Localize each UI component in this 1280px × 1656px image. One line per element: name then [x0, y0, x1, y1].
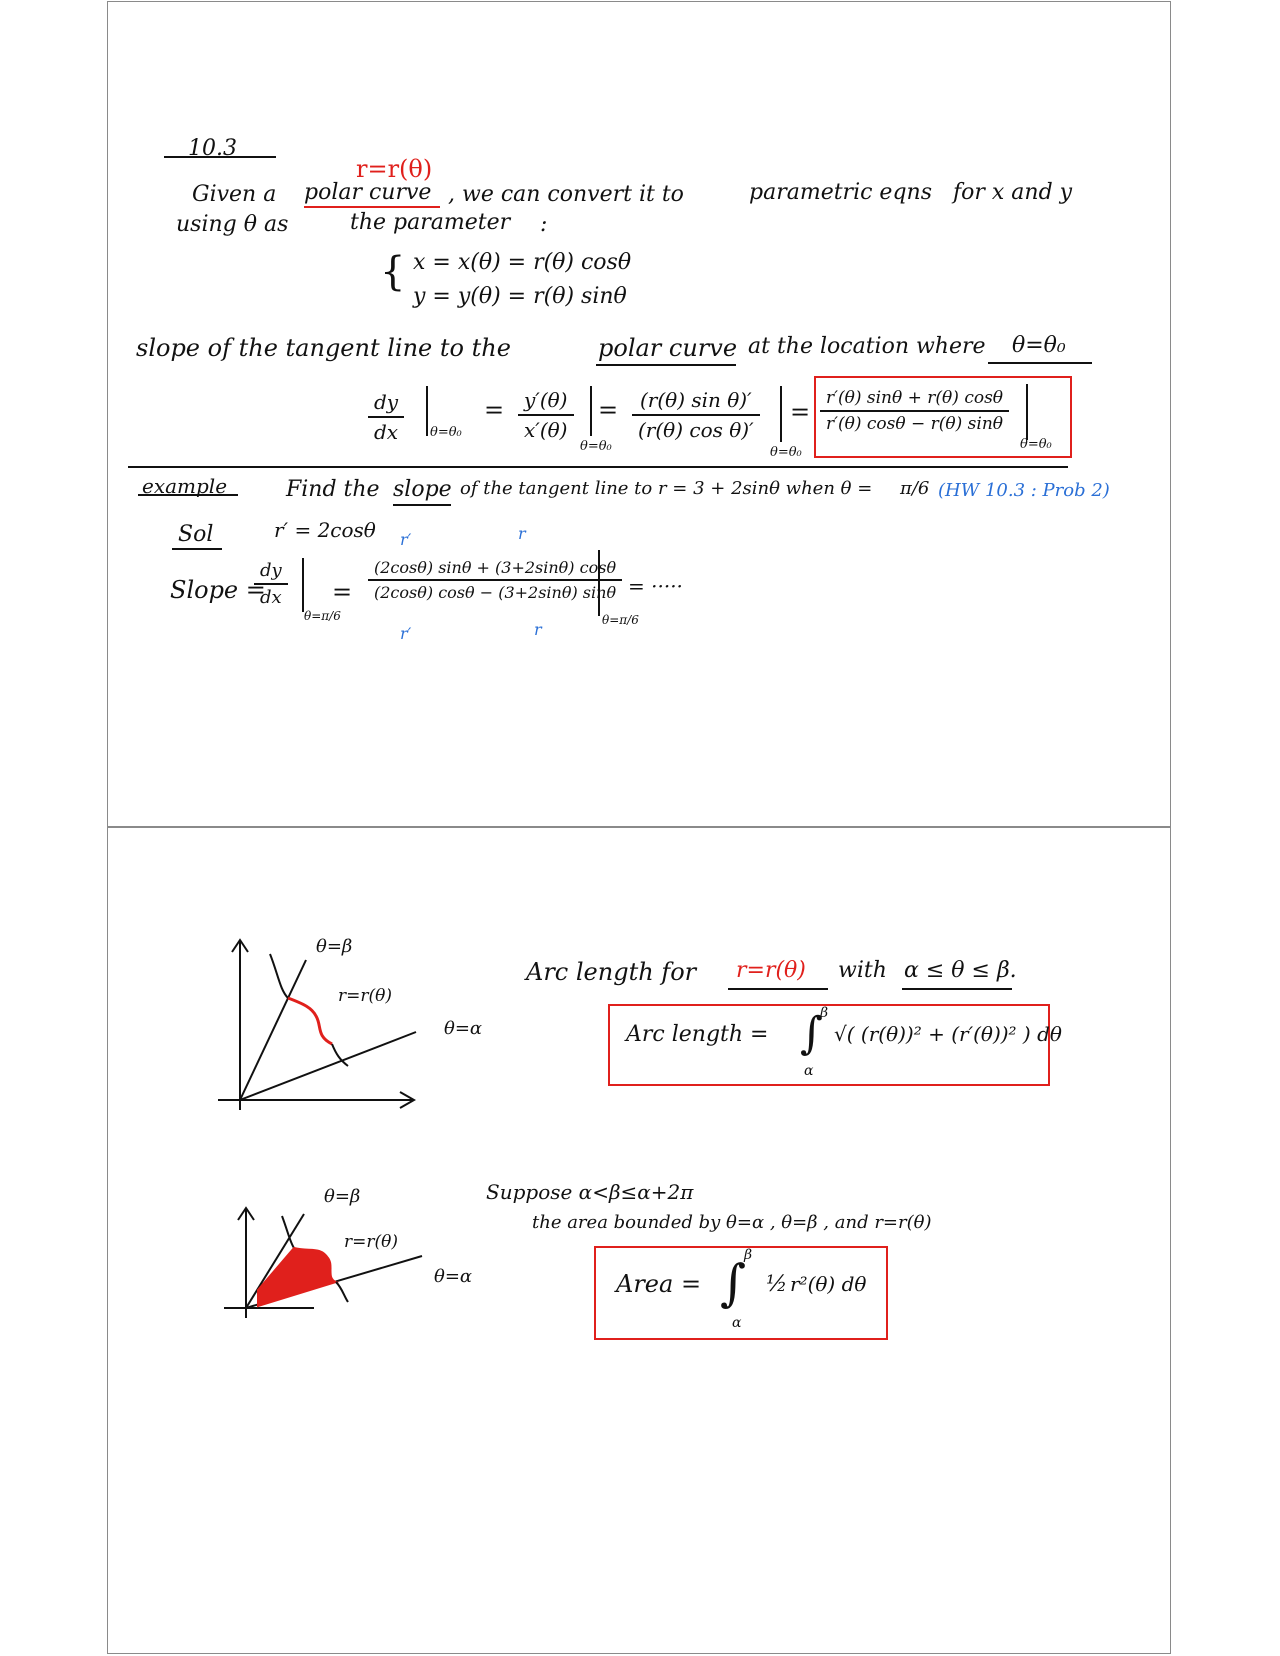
- area-integral-upper: β: [744, 1247, 753, 1263]
- deriv-boxed-sub: θ=θ₀: [1020, 437, 1052, 452]
- area-graph: [224, 1208, 444, 1388]
- deriv-eq1: =: [484, 396, 505, 424]
- area-integral-sign: ∫: [720, 1254, 747, 1312]
- arc-graph-alpha: θ=α: [444, 1018, 483, 1039]
- system-brace: {: [380, 249, 406, 295]
- deriv-eq2: =: [598, 396, 619, 424]
- arc-graph-beta: θ=β: [316, 936, 353, 957]
- solution-dydx-at: θ=π/6: [304, 609, 341, 623]
- deriv-lhs-sub: θ=θ₀: [430, 425, 462, 440]
- area-graph-alpha: θ=α: [434, 1266, 473, 1287]
- example-slope: slope: [393, 477, 452, 502]
- arc-integrand: √( (r(θ))² + (r′(θ))² ) dθ: [834, 1022, 1062, 1046]
- solution-fraction-bar: [598, 550, 600, 616]
- deriv-rsin: $\frac{\text{(r(θ) sin θ)′}}{\text{(r(θ) cos θ)′}}$: [632, 388, 760, 442]
- arc-formula-lhs: Arc length =: [626, 1022, 769, 1047]
- polar-curve-underline: [304, 206, 440, 208]
- solution-slope-word: Slope =: [170, 576, 266, 604]
- arc-title-a: Arc length for: [526, 958, 697, 986]
- area-half: ½: [766, 1272, 788, 1297]
- solution-label: Sol: [178, 522, 214, 547]
- solution-fraction: $\frac{(2\cos\theta) \sin\theta + (3+2\sin\theta) \cos\theta}{(2\cos\theta) \cos\theta - (3+2\sin\theta) \sin\theta}$: [368, 558, 622, 602]
- arc-title-with: with: [838, 958, 887, 983]
- deriv-lhs: $\frac{dy}{dx}$: [368, 390, 404, 444]
- example-theta: π/6: [900, 478, 930, 499]
- area-bounded-text: the area bounded by θ=α , θ=β , and r=r(θ): [532, 1212, 932, 1233]
- arc-title-range-underline: [902, 988, 1012, 990]
- deriv-mid: $\frac{y'(\theta)}{x'(\theta)}$: [518, 388, 574, 442]
- area-graph-beta: θ=β: [324, 1186, 361, 1207]
- solution-sub: θ=π/6: [602, 613, 639, 627]
- solution-underline: [172, 548, 222, 550]
- area-integral-lower: α: [732, 1315, 742, 1331]
- arc-integral-upper: β: [820, 1005, 829, 1021]
- intro-text-b: , we can convert it to: [448, 182, 684, 207]
- arc-title-r: r=r(θ): [736, 958, 806, 983]
- solution-tail: = ·····: [628, 574, 683, 598]
- equation-y: y = y(θ) = r(θ) sinθ: [413, 284, 627, 309]
- deriv-boxed: $\frac{r'(\theta) \sin\theta + r(\theta) \cos\theta}{r'(\theta) \cos\theta - r(\theta) \sin\theta}$: [820, 388, 1009, 434]
- deriv-boxed-bar: [1026, 384, 1028, 440]
- solution-tag-r-top: r: [518, 524, 526, 543]
- example-underline: [138, 494, 238, 496]
- section-underline: [164, 156, 276, 158]
- slope-polar-underline: [596, 364, 736, 366]
- example-text-a: Find the: [286, 477, 380, 502]
- arc-title-r-underline: [728, 988, 828, 990]
- area-formula-lhs: Area =: [616, 1270, 702, 1298]
- arc-graph-curve: r=r(θ): [338, 986, 392, 1006]
- area-suppose: Suppose α<β≤α+2π: [486, 1180, 694, 1204]
- deriv-rsin-sub: θ=θ₀: [770, 445, 802, 460]
- solution-tag-rprime-bottom: r′: [400, 624, 412, 643]
- example-text-b: of the tangent line to r = 3 + 2sinθ when θ =: [460, 478, 873, 499]
- solution-tag-rprime-top: r′: [400, 530, 412, 549]
- homework-reference: (HW 10.3 : Prob 2): [938, 480, 1110, 501]
- arc-integral-lower: α: [804, 1063, 814, 1079]
- slope-text-a: slope of the tangent line to the: [136, 334, 511, 362]
- area-graph-curve: r=r(θ): [344, 1232, 398, 1252]
- intro-text-c: for x and y: [953, 180, 1073, 205]
- intro-line2-a: using θ as: [176, 212, 289, 237]
- arc-integral-sign: ∫: [800, 1008, 823, 1059]
- solution-dydx: $\frac{dy}{dx}$: [254, 560, 288, 608]
- intro-the-parameter: the parameter: [350, 210, 511, 235]
- solution-rprime: r′ = 2cosθ: [274, 518, 376, 542]
- equation-x: x = x(θ) = r(θ) cosθ: [413, 250, 632, 275]
- example-slope-underline: [393, 504, 451, 506]
- slope-text-b: at the location where: [748, 334, 986, 359]
- deriv-mid-sub: θ=θ₀: [580, 439, 612, 454]
- deriv-eq3: =: [790, 398, 811, 426]
- section-divider: [128, 466, 1068, 468]
- intro-polar-curve: polar curve: [304, 180, 432, 205]
- deriv-mid-bar: [590, 386, 592, 436]
- example-label: example: [142, 474, 228, 498]
- slide-1: [107, 1, 1171, 827]
- section-number: 10.3: [188, 136, 237, 161]
- slope-polar-curve: polar curve: [598, 334, 738, 362]
- intro-text-a: Given a: [192, 182, 277, 207]
- slope-where-underline: [988, 362, 1092, 364]
- intro-parametric: parametric eqns: [749, 180, 932, 205]
- deriv-lhs-bar: [426, 386, 428, 436]
- arc-length-graph: [218, 936, 438, 1120]
- polar-definition: r=r(θ): [356, 155, 433, 183]
- intro-colon: :: [540, 212, 548, 237]
- arc-title-range: α ≤ θ ≤ β.: [904, 958, 1017, 983]
- area-integrand: r²(θ) dθ: [790, 1272, 867, 1296]
- deriv-rsin-bar: [780, 386, 782, 442]
- solution-tag-r-bottom: r: [534, 620, 542, 639]
- slide-2: [107, 827, 1171, 1654]
- slope-where: θ=θ₀: [1012, 333, 1066, 358]
- solution-eq: =: [332, 578, 353, 606]
- solution-dydx-bar: [302, 558, 304, 612]
